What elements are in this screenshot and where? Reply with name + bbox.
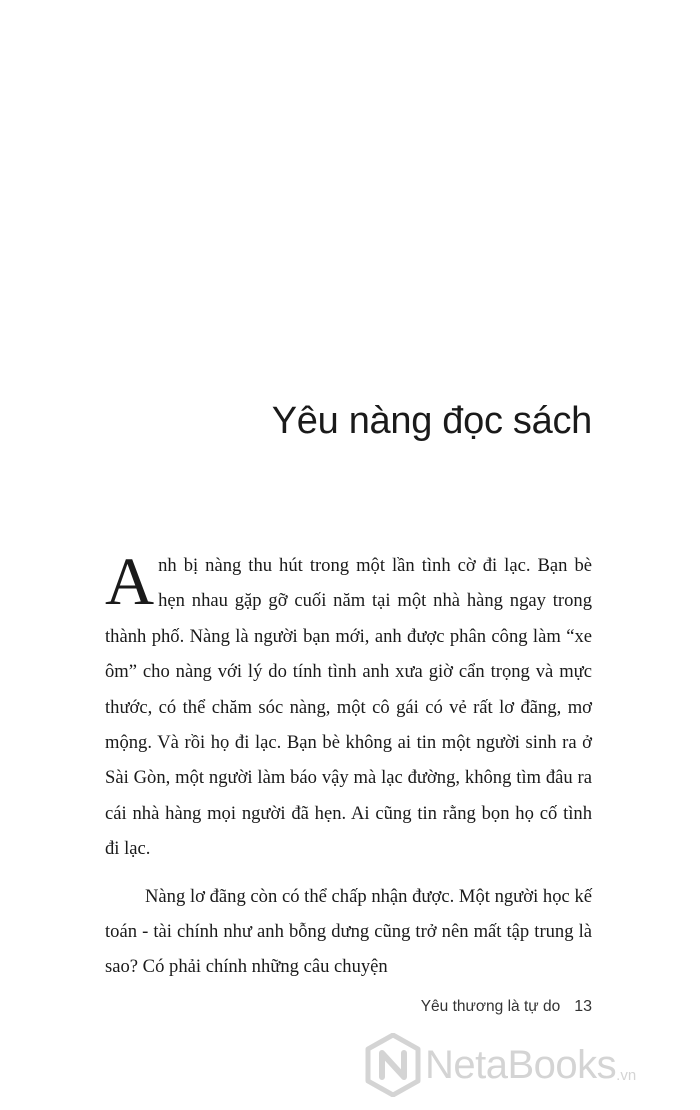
paragraph-1	[105, 543, 592, 867]
chapter-title: Yêu nàng đọc sách	[271, 400, 592, 442]
watermark	[365, 1030, 695, 1100]
page-number: 13	[574, 998, 592, 1015]
paragraph-1-text: nh bị nàng thu hút trong một lần tình cờ đi lạc. Bạn bè hẹn nhau gặp gỡ cuối năm tại một nhà hàng ngay trong thành phố. Nàng là người bạn mới, anh được phân công làm “xe ôm” cho nàng với lý do tính tình anh xưa giờ cẩn trọng và mực thước, có thể chăm sóc nàng, một cô gái có vẻ rất lơ đãng, mơ mộng. Và rồi họ đi lạc. Bạn bè không ai tin một người sinh ra ở Sài Gòn, một người làm báo vậy mà lạc đường, không tìm đâu ra cái nhà hàng mọi người đã hẹn. Ai cũng tin rằng bọn họ cố tình đi lạc.	[105, 555, 592, 860]
watermark-brand: NetaBooks	[425, 1042, 617, 1087]
drop-cap: A	[105, 543, 155, 619]
running-book-title: Yêu thương là tự do	[420, 998, 561, 1015]
netabooks-logo-icon	[365, 1033, 421, 1097]
body-text	[105, 543, 592, 985]
watermark-suffix: .vn	[616, 1067, 637, 1084]
page-footer	[421, 998, 592, 1016]
paragraph-2: Nàng lơ đãng còn có thể chấp nhận được. Một người học kế toán - tài chính như anh bỗng dưng cũng trở nên mất tập trung là sao? Có phải chính những câu chuyện	[105, 885, 592, 978]
